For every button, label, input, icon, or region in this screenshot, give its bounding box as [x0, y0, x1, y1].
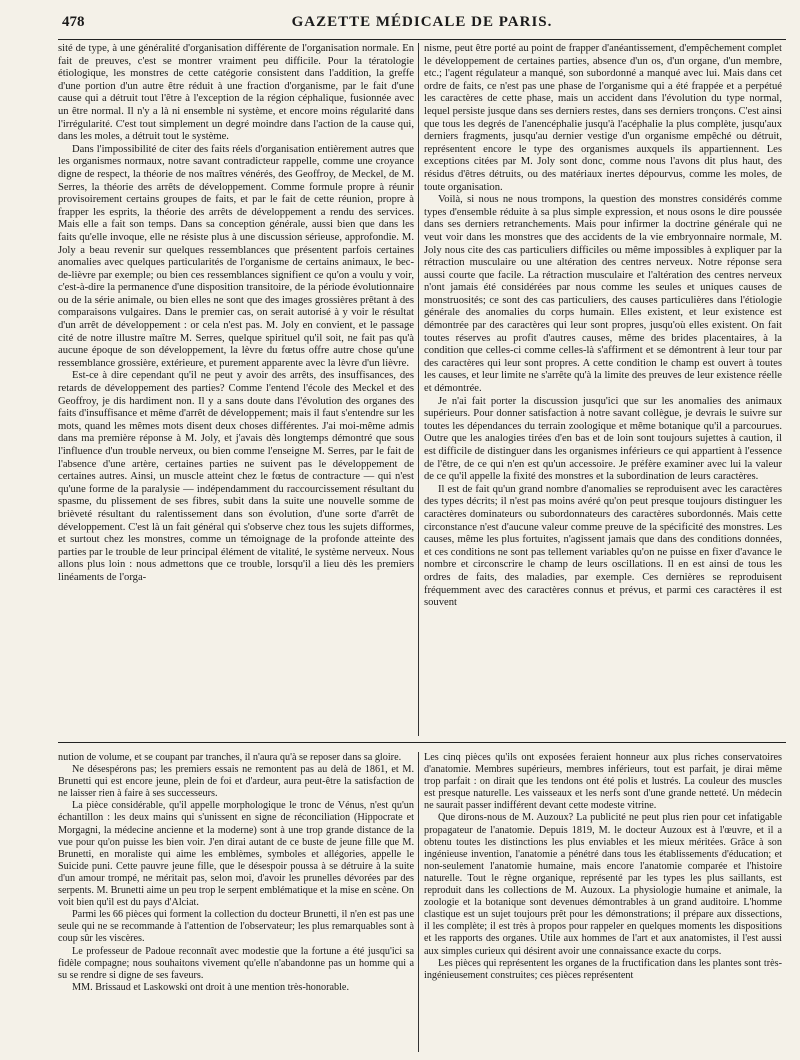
- paragraph: Est-ce à dire cependant qu'il ne peut y avoir des arrêts, des insuffisances, des retards de développement des parties? Comme l'entend l'école des Meckel et des Geoffroy, je dis hardiment non. Il y a sans doute dans l'évolution des organes des faits d'insuffisance et même d'arrêt de développement; mais il faut s'entendre sur les mots, quand les mêmes mots disent deux choses différentes. J'ai moi-même admis dans ma première réponse à M. Joly, et j'avais dès longtemps démontré que sous l'influence d'un trouble nerveux, ou bien comme l'enseigne M. Serres, par le fait de l'absence d'une artère, certaines parties ne suivent pas le développement de certaines autres. Ainsi, un muscle atteint chez le fœtus de contracture — qui n'est qu'une forme de la paralysie — indépendamment du raccourcissement résultant du spasme, du plissement de ses fibres, subit dans la suite une nouvelle somme de brièveté résultant du ralentissement dans son évolution, d'une sorte d'arrêt de développement. C'est là un fait général qui s'observe chez tous les sujets difformes, et surtout chez les monstres, comme un témoignage de la profonde atteinte des parties par le trouble de leur principal élément de vitalité, le système nerveux. Nous allons plus loin : nous admettons que ce trouble, lorsqu'il a lieu dès les premiers linéaments de l'orga-: [58, 370, 414, 583]
- upper-left-column: [58, 43, 414, 736]
- paragraph: Il est de fait qu'un grand nombre d'anomalies se reproduisent avec les caractères des types décrits; il n'est pas moins avéré qu'on peut presque toujours distinguer les caractères dominateurs ou subordonnateurs des caractères subordonnés. Mais cette circonstance n'est d'aucune valeur comme preuve de la spécificité des monstres. Les causes, même les plus fortuites, n'agissent jamais que dans des conditions données, et ces conditions ne sont pas tellement variables qu'on ne puisse en fixer d'avance le nombre et circonscrire le champ de leurs oscillations. Il en est ainsi de tous les ordres de faits, des maladies, par exemple. Ces dernières se reproduisent fréquemment avec des caractères connus et prévus, et parmi ces caractères il est souvent: [424, 483, 782, 609]
- upper-right-column: [424, 43, 782, 736]
- paragraph: Que dirons-nous de M. Auzoux? La publicité ne peut plus rien pour cet infatigable propagateur de l'anatomie. Depuis 1819, M. le docteur Auzoux est à l'œuvre, et il a obtenu toutes les distinctions les plus enviables et les mieux méritées. Grâce à son ingénieuse invention, l'anatomie a pénétré dans tous les établissements d'éducation; et non-seulement l'anatomie humaine, mais encore l'anatomie comparée et l'histoire naturelle. Tout le règne organique, représenté par les types les plus saillants, est reproduit dans les collections de M. Auzoux. La physiologie humaine et animale, la zoologie et la botanique sont devenues démontrables à un grand auditoire. L'homme clastique est un sujet toujours prêt pour les démonstrations; il prépare aux dissections, il les complète; il est très à propos pour rappeler en quelques moments les dispositions et les rapports des organes. Utile aux hommes de l'art et aux anatomistes, il l'est aussi aux simples curieux qui désirent avoir une connaissance exacte du corps.: [424, 812, 782, 957]
- lower-right-column: [424, 752, 782, 1052]
- paragraph: Parmi les 66 pièces qui forment la collection du docteur Brunetti, il n'en est pas une seule qui ne se recommande à l'attention de l'observateur; les plus remarquables sont à coup sûr les viscères.: [58, 909, 414, 945]
- paragraph: Ne désespérons pas; les premiers essais ne remontent pas au delà de 1861, et M. Brunetti qui est encore jeune, plein de foi et d'ardeur, aura peut-être la satisfaction de ne laisser rien à faire à ses successeurs.: [58, 764, 414, 800]
- page-header: [62, 14, 782, 36]
- paragraph: MM. Brissaud et Laskowski ont droit à une mention très-honorable.: [72, 981, 349, 993]
- paragraph: nisme, peut être porté au point de frapper d'anéantissement, d'empêchement complet le développement de certaines parties, absence d'un os, d'un organe, d'un membre, etc.; l'agent régulateur a manqué, son subordonné a manqué avec lui. Mais dans cet ordre de faits, ce n'est pas une phase de l'organisme qui a été frappée et a perpétué les caractères de cette phase, mais un accident dans l'évolution du type normal, lequel persiste jusque dans ses derniers restes, dans ses derniers tronçons. C'est ainsi que tous les degrés de l'anencéphalie jusqu'à l'acéphalie la plus complète, jusqu'aux derniers fragments, jusqu'au dernier vestige d'un organisme empêché ou détruit, représentent encore le type des organismes auxquels ils appartiennent. Les exceptions citées par M. Joly sont donc, comme nous l'avons dit plus haut, des résidus d'êtres détruits, ou des matériaux inertes dépourvus, comme les moles, de toute organisation.: [424, 43, 782, 193]
- paragraph: La pièce considérable, qu'il appelle morphologique le tronc de Vénus, n'est qu'un échantillon : les deux mains qui s'unissent en signe de réconciliation (Hippocrate et Morgagni, la médecine ancienne et la moderne) sont à une trop grande distance de la vue pour qu'on puisse les bien voir. J'en dirai autant de ce buste de jeune fille que M. Brunetti, en moraliste qui aime les emblèmes, symboles et allégories, appelle le Suicide puni. Cette pauvre jeune fille, que le désespoir poussa à se détruire à la suite d'un amour trompé, ne méritait pas, selon moi, d'avoir les prunelles dévorées par des serpents. M. Brunetti aime un peu trop le serpent emblématique et la mise en scène. On voit bien qu'il est du pays d'Alciat.: [58, 800, 414, 909]
- paragraph: nution de volume, et se coupant par tranches, il n'aura qu'à se reposer dans sa gloire.: [58, 752, 402, 763]
- paragraph: Les pièces qui représentent les organes de la fructification dans les plantes sont très-ingénieusement construites; ces pièces représentent: [424, 957, 782, 981]
- lower-left-column: [58, 752, 414, 1052]
- header-rule: [58, 39, 786, 40]
- paragraph: Dans l'impossibilité de citer des faits réels d'organisation entièrement autres que les organismes normaux, notre savant contradicteur rappelle, comme une croyance digne de respect, la théorie de nos maîtres vénérés, des Geoffroy, de Meckel, de M. Serres, la théorie des arrêts de développement. Comme formule propre à réunir provisoirement certains groupes de faits, et par le fait de cette réunion, propre à frapper les esprits, la théorie des arrêts de développement a rendu des services. Mais elle a fait son temps. Dans sa conception générale, aussi bien que dans les faits qu'elle invoque, elle ne résiste plus à une discussion sérieuse, approfondie. M. Joly a beau revenir sur quelques ressemblances que présentent parfois certaines anomalies avec quelques particularités de l'organisme de certains animaux, le bec-de-lièvre par exemple; ou bien ces ressemblances signifient ce qu'on a voulu y voir, c'est-à-dire la permanence d'une disposition transitoire, de la période évolutionnaire ou de la série animale, ou bien elles ne sont que des images grossières prêtant à des comparaisons vulgaires. Dans le premier cas, on serait autorisé à y voir le résultat d'un arrêt de développement : or cela n'est pas. M. Joly en convient, et le passage cité de notre illustre maître M. Serres, quelque spirituel qu'il soit, ne fait pas qu'à aucune époque de son développement, la lèvre du fœtus offre autre chose qu'une ressemblance grossière, extérieure, et purement apparente avec la lèvre d'un lièvre.: [58, 143, 414, 369]
- paragraph: Je n'ai fait porter la discussion jusqu'ici que sur les anomalies des animaux supérieurs. Pour donner satisfaction à notre savant collègue, je devrais le suivre sur toutes les dépendances du terrain zoologique et même botanique qu'il a parcourues. Outre que les analogies tirées d'en bas et de loin sont toujours sujettes à caution, il est difficile de distinguer dans les organismes inférieurs ce qui appartient à l'essence de l'être, de ce qui n'en est qu'un accessoire. Je préfère examiner avec lui la valeur de ce qu'il appelle la fixité des monstres et la subordination de leurs caractères.: [424, 395, 782, 483]
- feuilleton-divider: [58, 742, 786, 743]
- page-number: 478: [62, 14, 85, 30]
- column-rule-upper: [418, 43, 419, 736]
- paragraph: sité de type, à une généralité d'organisation différente de l'organisation normale. En fait de preuves, c'est se montrer vraiment peu difficile. Pour la tératologie étiologique, les monstres de cette catégorie consistent dans l'addition, la greffe d'une portion d'un autre être réduit à une fraction d'organisme, par le fait d'une cause qui a détruit tout l'être à l'exception de la région céphalique, fusionnée avec un être normal. Il n'y a là ni ensemble ni système, et encore moins régularité dans l'irrégularité. C'est tout simplement un degré moindre dans l'action de la cause qui, dans les moles, a détruit tout le système.: [58, 43, 414, 143]
- paragraph: Le professeur de Padoue reconnaît avec modestie que la fortune a été jusqu'ici sa fidèle compagne; nous souhaitons vivement qu'elle n'abandonne pas un homme qui a su se rendre si digne de ses faveurs.: [58, 945, 414, 981]
- paragraph: Les cinq pièces qu'ils ont exposées feraient honneur aux plus riches conservatoires d'anatomie. Membres supérieurs, membres inférieurs, tout est parfait, je dirai même trop parfait : on dirait que les tendons ont été polis et lustrés. La couleur des muscles est presque naturelle. Les vaisseaux et les nerfs sont d'une grande netteté. Un médecin ne saurait passer indifférent devant cette modeste vitrine.: [424, 752, 782, 812]
- column-rule-lower: [418, 752, 419, 1052]
- journal-title: GAZETTE MÉDICALE DE PARIS.: [291, 14, 553, 30]
- paragraph: Voilà, si nous ne nous trompons, la question des monstres considérés comme types d'ensemble réduite à sa plus simple expression, et nous osons le dire poussée dans ses derniers retranchements. Mais pour infirmer la doctrine générale qui ne veut voir dans les monstres que des accidents de la vie embryonnaire normale, M. Joly nous cite des cas particuliers difficiles ou même impossibles à expliquer par la rétraction musculaire ou une altération des centres nerveux. Notre réponse sera aussi courte que facile. La rétraction musculaire et l'altération des centres nerveux n'ont jamais été considérées par nous comme les seules et uniques causes de monstruosités; ce sont des cas particuliers, des causes particulières dans l'étiologie générale des anomalies du corps humain. Elles existent, et leur existence est démontrée par des caractères qui leur sont propres, jusqu'où elles existent. On fait toutes réserves au profit d'autres causes, même des brides placentaires, à la condition que celles-ci comme celles-là s'affirment et se démontrent à leur tour par des caractères qui leur sont propres. A cette condition le champ est ouvert à toutes les causes, et leur limite ne s'arrête qu'à la limite des preuves de leur existence réelle et démontrée.: [424, 194, 782, 395]
